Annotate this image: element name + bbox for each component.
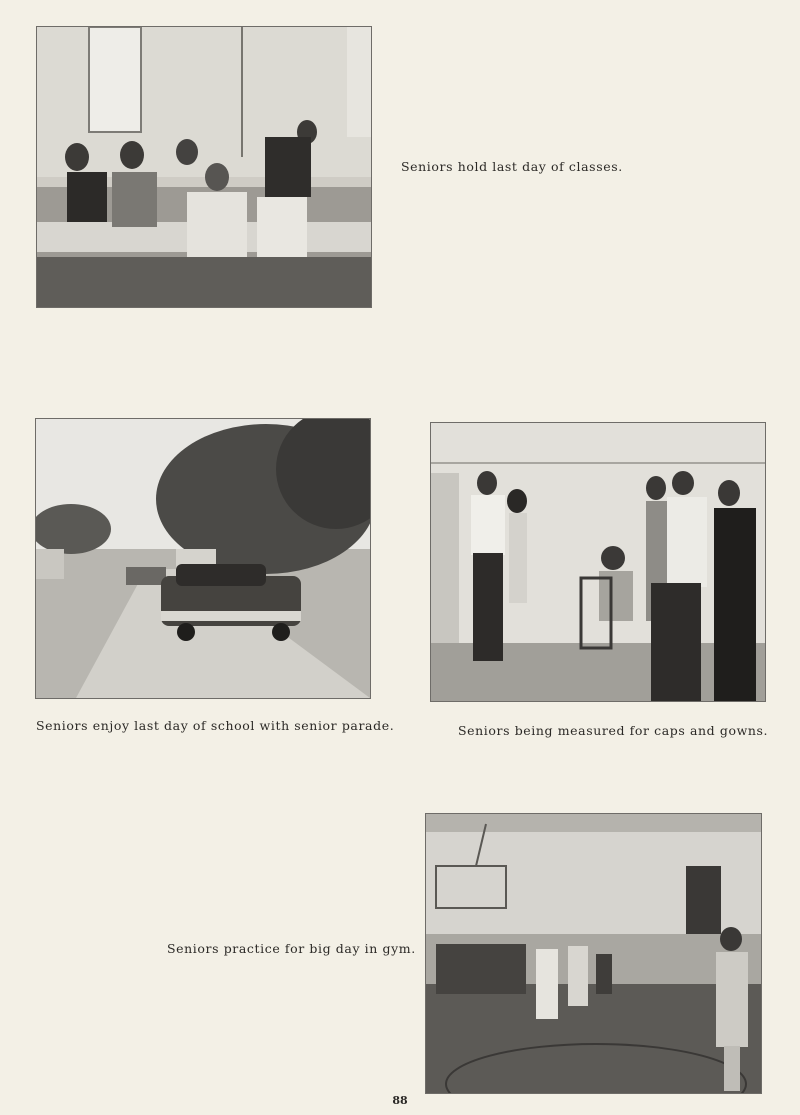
classroom-photo — [36, 26, 372, 308]
measuring-photo — [430, 422, 766, 702]
classroom-caption: Seniors hold last day of classes. — [401, 159, 623, 174]
measuring-caption: Seniors being measured for caps and gowns. — [458, 723, 769, 738]
gym-caption: Seniors practice for big day in gym. — [167, 941, 416, 956]
parade-caption: Seniors enjoy last day of school with senior parade. — [36, 718, 395, 733]
parade-photo — [35, 418, 371, 699]
gym-photo — [425, 813, 762, 1094]
page-number: 88 — [392, 1094, 408, 1107]
